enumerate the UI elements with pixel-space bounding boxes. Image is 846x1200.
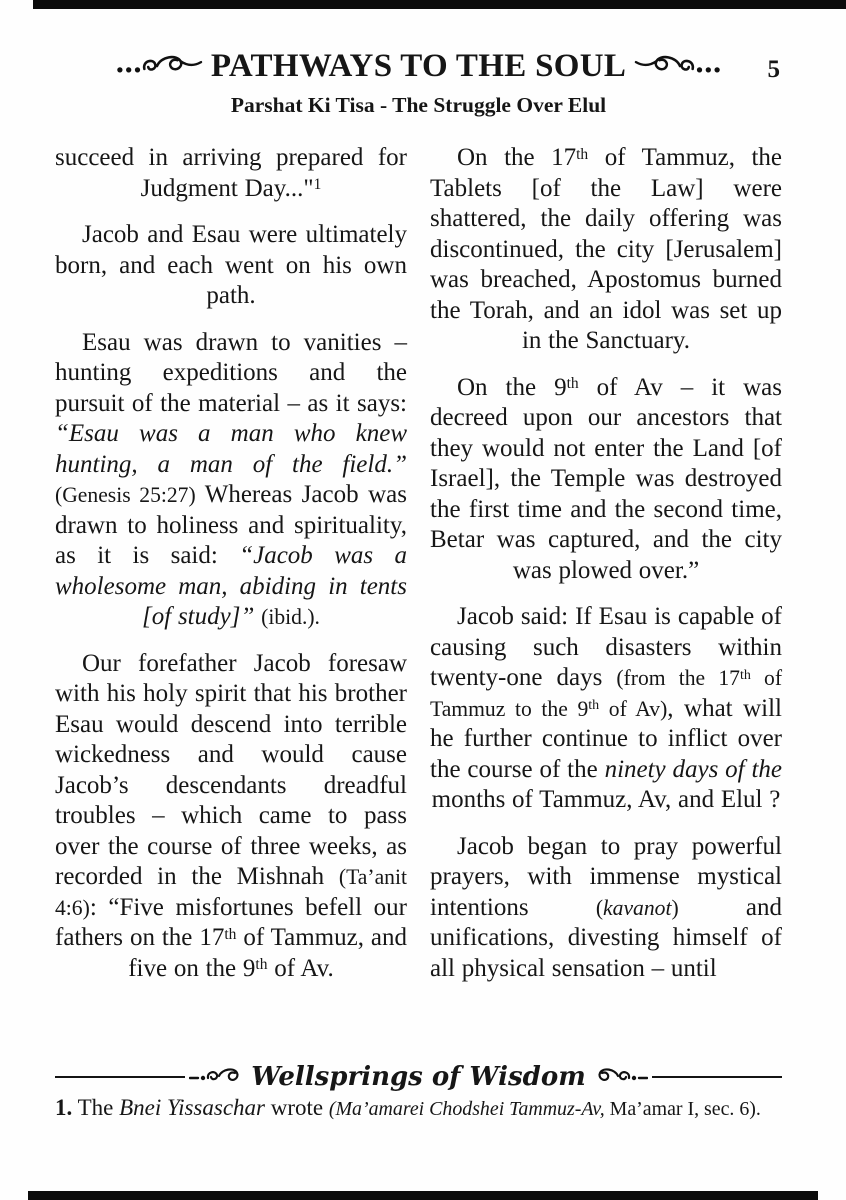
text-run: (ibid.). <box>261 605 320 629</box>
page-subtitle: Parshat Ki Tisa - The Struggle Over Elul <box>230 93 607 117</box>
paragraph <box>430 832 782 985</box>
text-columns <box>55 143 782 984</box>
text-run: “Jacob was a wholesome man, abiding in tents [of study]” <box>55 542 407 630</box>
paragraph <box>55 649 407 985</box>
page-title: PATHWAYS TO THE SOUL <box>210 48 627 84</box>
footer-ornament-label: Wellsprings of Wisdom <box>251 1062 586 1092</box>
text-run: On the 17 <box>457 144 577 171</box>
footnote <box>55 1094 782 1123</box>
text-run: ) <box>671 895 679 920</box>
page-number: 5 <box>767 56 780 83</box>
text-run: of Av) <box>599 696 668 721</box>
text-run: “Esau was a man who knew hunting, a man of the field.” <box>55 420 407 478</box>
text-run: of Tammuz to the 9 <box>430 666 783 721</box>
text-run: of Tammuz, and five on the 9 <box>128 924 407 982</box>
footer-divider <box>55 1059 782 1095</box>
text-run: (from the 17 <box>616 666 740 690</box>
text-run: th <box>588 698 600 714</box>
paragraph <box>430 373 782 587</box>
flourish-right-icon <box>634 53 722 79</box>
text-run: , what will he further continue to inflict over the course of the <box>430 694 782 783</box>
text-run: of Av – it was decreed upon our ancestors that they would not enter the Land [of Israel], the Temple was destroyed the first time and the second time, Betar was captured, and the city was plowed over.” <box>430 373 782 584</box>
text-run: Bnei Yissaschar <box>119 1095 265 1120</box>
text-run: succeed in arriving prepared for Judgment Day..." <box>55 144 407 202</box>
footer-ornament <box>185 1062 651 1092</box>
scan-edge-bottom <box>28 1191 818 1200</box>
text-run: Esau was drawn to vanities – hunting expeditions and the pursuit of the material – as it says: <box>55 328 407 417</box>
footer-flourish-left-icon <box>189 1067 245 1087</box>
right-column <box>430 143 782 984</box>
text-run: th <box>224 925 237 943</box>
text-run: (Genesis 25:27) <box>55 483 196 507</box>
divider-line-right <box>652 1076 782 1078</box>
text-run: Our forefather Jacob foresaw with his holy spirit that his brother Esau would descend into terrible wickedness and would cause Jacob’s descendants dreadful troubles – which came to pass over the course of three weeks, as recorded in the Mishnah <box>55 649 407 890</box>
text-run: wrote <box>264 1095 329 1120</box>
flourish-left-icon <box>115 53 203 79</box>
text-run: (Ma’amarei Chodshei Tammuz-Av, <box>328 1098 605 1120</box>
text-run: Ma’amar I, sec. 6). <box>604 1098 761 1120</box>
text-run: th <box>739 667 751 683</box>
paragraph <box>55 143 407 204</box>
left-column <box>55 143 407 984</box>
scan-edge-top <box>33 0 846 9</box>
paragraph <box>430 143 782 357</box>
text-run: (Ta’anit 4:6) <box>55 865 407 920</box>
text-run: 1. <box>55 1095 73 1120</box>
text-run: ninety days of the <box>604 755 783 783</box>
paragraph <box>55 328 407 633</box>
text-run: ( <box>595 895 604 920</box>
text-run: th <box>255 956 268 973</box>
text-run: On the 9 <box>457 373 567 401</box>
divider-line-left <box>55 1076 185 1078</box>
text-run: Jacob said: If Esau is capable of causing such disasters within twenty-one days <box>430 603 782 691</box>
text-run: th <box>576 145 589 163</box>
header <box>55 46 782 118</box>
paragraph <box>55 220 407 312</box>
title-row <box>55 46 782 86</box>
text-run: kavanot <box>603 895 672 920</box>
text-run: of Av. <box>267 954 334 982</box>
text-run: Jacob and Esau were ultimately born, and each went on his own path. <box>55 221 407 309</box>
text-run: 1 <box>313 176 322 193</box>
text-run: th <box>566 375 579 392</box>
text-run: of Tammuz, the Tablets [of the Law] were shattered, the daily offering was discontinued, the city [Jerusalem] was breached, Apostomus burned the Torah, and an idol was set up in the Sanctuary. <box>430 144 782 354</box>
paragraph <box>430 602 782 816</box>
footer-flourish-right-icon <box>592 1067 648 1087</box>
text-run: : “Five misfortunes befell our fathers on the 17 <box>55 893 407 951</box>
text-run: The <box>72 1095 120 1120</box>
text-run: Jacob began to pray powerful prayers, with immense mystical intentions <box>430 832 782 921</box>
text-run: months of Tammuz, Av, and Elul ? <box>431 786 781 813</box>
text-run: Whereas Jacob was drawn to holiness and spirituality, as it is said: <box>55 481 407 569</box>
text-run: and unifications, divesting himself of all physical sensation – until <box>430 893 782 982</box>
